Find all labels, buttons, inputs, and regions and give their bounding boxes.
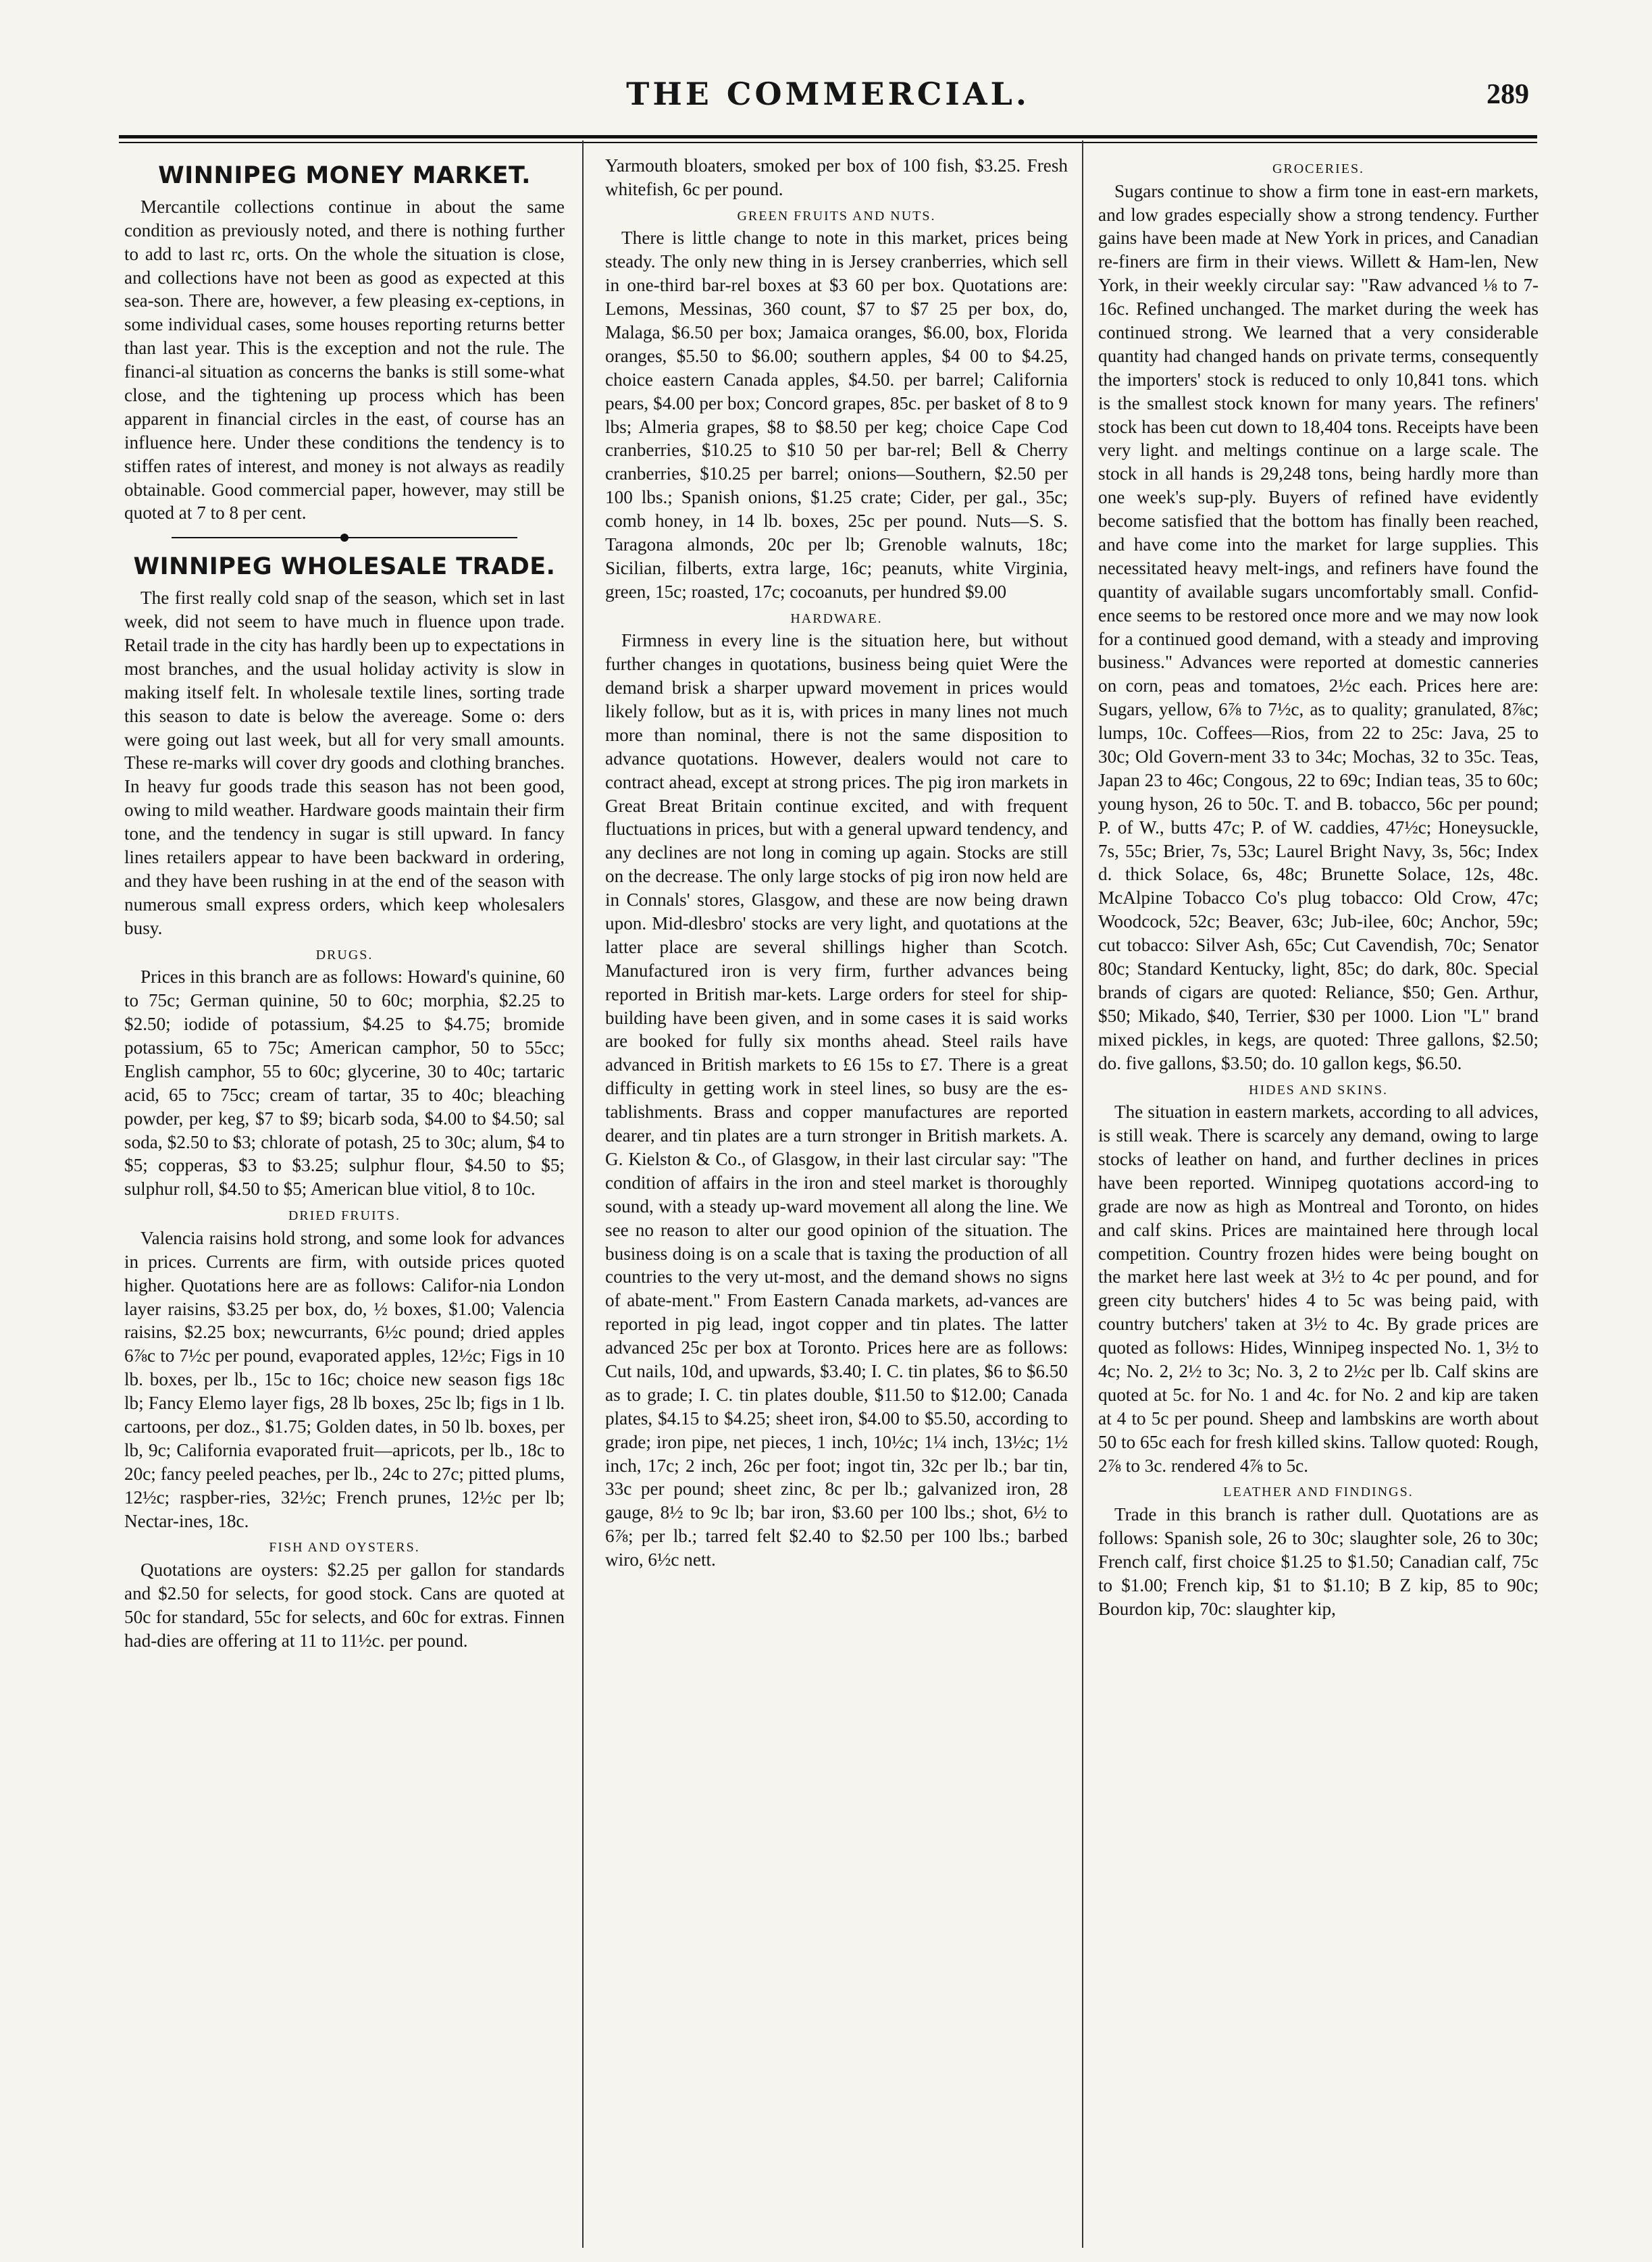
drugs-subhead: DRUGS.	[315, 947, 373, 962]
dried-fruits-paragraph: Valencia raisins hold strong, and some look for advances in prices. Currents are firm, with outside prices quoted higher. Quotations here are as follows: Califor-nia London layer raisins, $3.25 per box, do, ½ boxes, $1.00; Valencia raisins, $2.25 box; newcurrants, 6½c pound; dried apples 6⅞c to 7½c per pound, evaporated apples, 12½c; Figs in 10 lb. boxes, per lb., 15c to 16c; choice new season figs 18c lb; Fancy Elemo layer figs, 28 lb boxes, 25c lb; figs in 1 lb. cartoons, per doz., $1.75; Golden dates, in 50 lb. boxes, per lb, 9c; California evaporated fruit—apricots, per lb., 18c to 20c; fancy peeled peaches, per lb., 24c to 27c; pitted plums, 12½c; raspber-ries, 32½c; French prunes, 12½c per lb; Nectar-ines, 18c.	[124, 1227, 565, 1531]
column-1	[124, 154, 565, 2241]
drugs-paragraph: Prices in this branch are as follows: Howard's quinine, 60 to 75c; German quinine, 50 to 60c; morphia, $2.25 to $2.50; iodide of potassium, $4.25 to $4.75; bromide potassium, 65 to 75c; American camphor, 50 to 55cc; English camphor, 55 to 60c; glycerine, 30 to 40c; tartaric acid, 65 to 75cc; cream of tartar, 35 to 40c; bleaching powder, per keg, $7 to $9; bicarb soda, $4.00 to $4.50; sal soda, $2.50 to $3; chlorate of potash, 25 to 30c; alum, $4 to $5; copperas, $3 to $3.25; sulphur flour, $4.50 to $5; sulphur roll, $4.50 to $5; American blue vitiol, 8 to 10c.	[124, 967, 565, 1200]
fish-oysters-paragraph: Quotations are oysters: $2.25 per gallon for standards and $2.50 for selects, for good stock. Cans are quoted at 50c for standard, 55c for selects, and 60c for extras. Finnen had-dies are offering at 11 to 11½c. per pound.	[124, 1560, 565, 1651]
page-header	[119, 76, 1537, 130]
leather-findings-subhead: LEATHER AND FINDINGS.	[1223, 1485, 1414, 1500]
fish-oysters-continued: Yarmouth bloaters, smoked per box of 100 fish, $3.25. Fresh whitefish, 6c per pound.	[605, 155, 1068, 199]
green-fruits-paragraph: There is little change to note in this market, prices being steady. The only new thing in is Jersey cranberries, which sell in one-third bar-rel boxes at $3 60 per box. Quotations are: Lemons, Messinas, 360 count, $7 to $7 25 per box, do, Malaga, $6.50 per box; Jamaica oranges, $6.00, box, Florida oranges, $5.50 to $6.00; southern apples, $4 00 to $4.25, choice eastern Canada apples, $4.50. per barrel; California pears, $4.00 per box; Concord grapes, 85c. per basket of 8 to 9 lbs; Almeria grapes, $8 to $8.50 per keg; choice Cape Cod cranberries, $10.25 to $10 50 per bar-rel; Bell & Cherry cranberries, $10.25 per barrel; onions—Southern, $2.50 per 100 lbs.; Spanish onions, $1.25 crate; Cider, per gal., 35c; comb honey, in 14 lb. boxes, 25c per pound. Nuts—S. S. Taragona almonds, 20c per lb; Grenoble walnuts, 18c; Sicilian, filberts, extra large, 16c; peanuts, white Virginia, green, 15c; roasted, 17c; cocoanuts, per hundred $9.00	[605, 228, 1068, 602]
groceries-paragraph: Sugars continue to show a firm tone in east-ern markets, and low grades especially show a strong tendency. Further gains have been made at New York in prices, and Canadian re-finers are firm in their views. Willett & Ham-len, New York, in their weekly circular say: "Raw advanced ⅛ to 7-16c. Refined unchanged. The market during the week has continued strong. We learned that a very considerable quantity had changed hands on private terms, consequently the importers' stock is reduced to only 10,841 tons. which is the smallest stock known for many years. The refiners' stock has been cut down to 18,404 tons. Receipts have been very light. and meltings continue on a large scale. The stock in all hands is 29,248 tons, being hardly more than one week's sup-ply. Buyers of refined have evidently become satisfied that the bottom has finally been reached, and have come into the market for large supplies. This necessitated heavy melt-ings, and refiners have found the quantity of available sugars uncomfortably small. Confid-ence seems to be restored once more and we may now look for a continued good demand, with a steady and improving business." Advances were reported at domestic canneries on corn, peas and tomatoes, 2½c each. Prices here are: Sugars, yellow, 6⅞ to 7½c, as to quality; granulated, 8⅞c; lumps, 10c. Coffees—Rios, from 22 to 25c: Java, 25 to 30c; Old Govern-ment 33 to 34c; Mochas, 32 to 35c. Teas, Japan 23 to 46c; Congous, 22 to 69c; Indian teas, 35 to 60c; young hyson, 26 to 50c. T. and B. tobacco, 56c per pound; P. of W., butts 47c; P. of W. caddies, 47½c; Honeysuckle, 7s, 55c; Brier, 7s, 53c; Laurel Bright Navy, 3s, 56c; Index d. thick Solace, 6s, 48c; Brunette Solace, 12s, 48c. McAlpine Tobacco Co's plug tobacco: Old Crow, 47c; Woodcock, 52c; Beaver, 63c; Jub-ilee, 60c; Anchor, 59c; cut tobacco: Silver Ash, 65c; Cut Cavendish, 70c; Senator 80c; Standard Kentucky, light, 85c; do dark, 80c. Special brands of cigars are quoted: Reliance, $50; Gen. Arthur, $50; Mikado, $40, Terrier, $30 per 1000. Lion "L" brand mixed pickles, in kegs, are quoted: Three gallons, $2.50; do. five gallons, $3.50; do. 10 gallon kegs, $6.50.	[1098, 180, 1539, 1073]
hardware-subhead: HARDWARE.	[790, 611, 883, 626]
money-market-heading: WINNIPEG MONEY MARKET.	[158, 162, 531, 189]
wholesale-trade-heading: WINNIPEG WHOLESALE TRADE.	[133, 553, 556, 581]
groceries-subhead: GROCERIES.	[1272, 161, 1365, 176]
section-divider	[172, 530, 517, 545]
hardware-paragraph: Firmness in every line is the situation here, but without further changes in quotations, business being quiet Were the demand brisk a sharper upward movement in prices would likely follow, but as it is, with prices in many lines not much more than nominal, there is not the same disposition to advance quotations. However, dealers would not care to contract ahead, except at strong prices. The pig iron markets in Great Breat Britain continue excited, and with frequent fluctuations in prices, but with a general upward tendency, and any declines are not long in coming up again. Stocks are still on the decrease. The only large stocks of pig iron now held are in Connals' stores, Glasgow, and these are now being drawn upon. Mid-dlesbro' stocks are very light, and quotations at the latter place are several shillings higher than Scotch. Manufactured iron is very firm, further advances being reported in British mar-kets. Large orders for steel for ship-building have been given, and in some cases it is said works are booked for fully six months ahead. Steel rails have advanced in British markets to £6 15s to £7. There is a great difficulty in getting work in steel lines, so busy are the es-tablishments. Brass and copper manufactures are reported dearer, and tin plates are a turn stronger in British markets. A. G. Kielston & Co., of Glasgow, in their last circular say: "The condition of affairs in the iron and steel market is thoroughly sound, with a steady up-ward movement all along the line. We see no reason to alter our good opinion of the situation. The business doing is on a scale that is taxing the production of all countries to the very ut-most, and the demand shows no signs of abate-ment." From Eastern Canada markets, ad-vances are reported in pig lead, ingot copper and tin plates. The latter advanced 25c per box at Toronto. Prices here are as follows: Cut nails, 10d, and upwards, $3.40; I. C. tin plates, $6 to $6.50 as to grade; I. C. tin plates double, $11.50 to $12.00; Canada plates, $4.15 to $4.25; sheet iron, $4.00 to $5.50, according to grade; iron pipe, net pieces, 1 inch, 10½c; 1¼ inch, 13½c; 1½ inch, 17c; 2 inch, 26c per foot; ingot tin, 32c per lb.; bar tin, 33c per pound; sheet zinc, 8c per lb.; galvanized iron, 28 gauge, 8½ to 9c lb; bar iron, $3.60 per 100 lbs.; shot, 6½ to 6⅞; per lb.; tarred felt $2.40 to $2.50 per 100 lbs.; barbed wiro, 6½c nett.	[605, 630, 1068, 1570]
header-rule-thick	[119, 135, 1537, 138]
hides-skins-subhead: HIDES AND SKINS.	[1249, 1082, 1388, 1098]
column-2	[605, 154, 1068, 2241]
fish-oysters-subhead: FISH AND OYSTERS.	[269, 1540, 420, 1556]
wholesale-trade-article: The first really cold snap of the season, which set in last week, did not seem to have much in fluence upon trade. Retail trade in the city has hardly been up to expectations in most branches, and the usual holiday activity is slow in making itself felt. In wholesale textile lines, sorting trade this season to date is below the avereage. Some o: ders were going out last week, but all for very small amounts. These re-marks will cover dry goods and clothing branches. In heavy fur goods trade this season has not been good, owing to mild weather. Hardware goods maintain their firm tone, and the tendency in sugar is still upward. In fancy lines retailers appear to have been backward in ordering, and they have been rushing in at the end of the season with numerous small express orders, which keep wholesalers busy.	[124, 588, 565, 938]
masthead-title: THE COMMERCIAL.	[626, 76, 1030, 112]
column-3	[1098, 154, 1539, 2241]
dried-fruits-subhead: DRIED FRUITS.	[288, 1208, 401, 1224]
column-rule-left	[582, 140, 584, 2248]
money-market-article: Mercantile collections continue in about the same condition as previously noted, and there is nothing further to add to last rc, orts. On the whole the situation is close, and collections have not been as good as expected at this sea-son. There are, however, a few pleasing ex-ceptions, in some individual cases, some houses reporting returns better than last year. This is the exception and not the rule. The financi-al situation as concerns the banks is still some-what close, and the tightening up process which has been apparent in financial circles in the east, of course has an influence here. Under these conditions the tendency is to stiffen rates of interest, and money is not always as readily obtainable. Good commercial paper, however, may still be quoted at 7 to 8 per cent.	[124, 196, 565, 523]
green-fruits-subhead: GREEN FRUITS AND NUTS.	[737, 208, 936, 224]
column-rule-right	[1082, 140, 1083, 2248]
header-rule-thin	[119, 142, 1537, 143]
leather-findings-paragraph: Trade in this branch is rather dull. Quotations are as follows: Spanish sole, 26 to 30c; slaughter sole, 26 to 30c; French calf, first choice $1.25 to $1.50; Canadian calf, 75c to $1.00; French kip, $1 to $1.10; B Z kip, 85 to 90c; Bourdon kip, 70c: slaughter kip,	[1098, 1504, 1539, 1619]
hides-skins-paragraph: The situation in eastern markets, according to all advices, is still weak. There is scarcely any demand, owing to large stocks of leather on hand, and further declines in prices have been reported. Winnipeg quotations accord-ing to grade are now as high as Montreal and Toronto, on hides and calf skins. Prices are maintained here through local competition. Country frozen hides were being bought on the market here last week at 3½ to 4c per pound, and for green city butchers' hides 4 to 5c was being paid, with country butchers' taken at 3½ to 4c. By grade prices are quoted as follows: Hides, Winnipeg inspected No. 1, 3½ to 4c; No. 2, 2½ to 3c; No. 3, 2 to 2½c per lb. Calf skins are quoted at 5c. for No. 1 and 4c. for No. 2 and kip are taken at 4 to 5c per pound. Sheep and lambskins are worth about 50 to 65c each for fresh killed skins. Tallow quoted: Rough, 2⅞ to 3c. rendered 4⅞ to 5c.	[1098, 1102, 1539, 1476]
page-number: 289	[1487, 79, 1529, 110]
